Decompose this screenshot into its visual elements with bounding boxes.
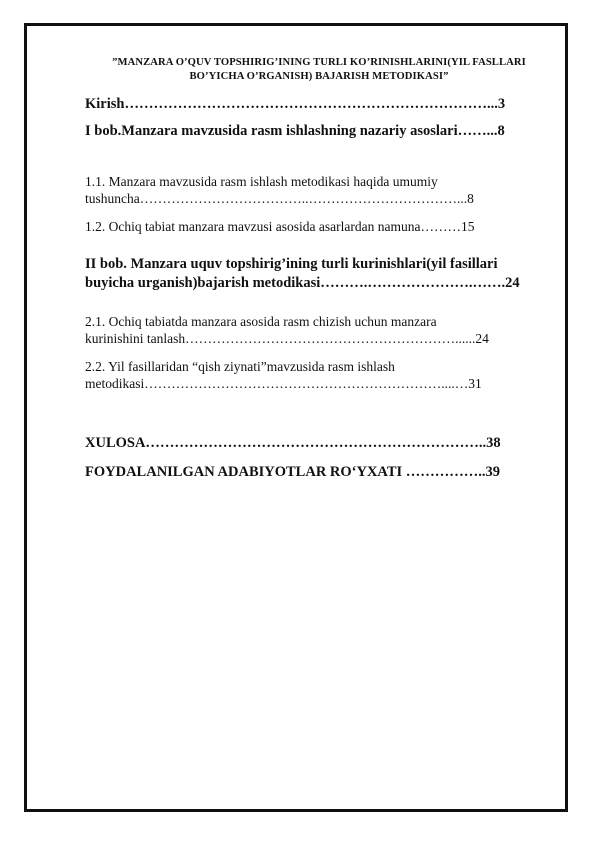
chapter-2-line-1: II bob. Manzara uquv topshirig’ining turli kurinishlari(yil fasillari <box>85 256 498 272</box>
page-border <box>24 23 568 812</box>
section-1-1-line-1: 1.1. Manzara mavzusida rasm ishlash metodikasi haqida umumiy <box>85 174 438 189</box>
document-title <box>84 56 554 84</box>
section-2-2-line-2: metodikasi…………………………………………………………....…31 <box>85 376 482 391</box>
section-2-1-line-1: 2.1. Ochiq tabiatda manzara asosida rasm chizish uchun manzara <box>85 314 437 329</box>
section-2-1-line-2: kurinishini tanlash……………………………………………………......24 <box>85 331 489 346</box>
toc-entry-xulosa: XULOSA……………………………………………………………..38 <box>85 435 501 451</box>
toc-entry-chapter-1: I bob.Manzara mavzusida rasm ishlashning nazariy asoslari……...8 <box>85 123 505 139</box>
toc-entry-section-2-2 <box>85 358 548 392</box>
toc-entry-section-1-2: 1.2. Ochiq tabiat manzara mavzusi asosida asarlardan namuna………15 <box>85 219 475 234</box>
chapter-2-line-2: buyicha urganish)bajarish metodikasi……….………………….…….24 <box>85 275 520 291</box>
section-2-2-line-1: 2.2. Yil fasillaridan “qish ziynati”mavzusida rasm ishlash <box>85 359 395 374</box>
toc-entry-adabiyotlar: FOYDALANILGAN ADABIYOTLAR RO‘YXATI ……………..39 <box>85 464 501 480</box>
toc-entry-section-2-1 <box>85 313 548 347</box>
toc-entry-section-1-1 <box>85 173 548 207</box>
toc-entry-chapter-2 <box>85 255 548 293</box>
title-line-2: BO’YICHA O’RGANISH) BAJARISH METODIKASI” <box>189 71 449 82</box>
toc-entry-kirish: Kirish…………………………………………………………………...3 <box>85 96 506 112</box>
section-1-1-line-2: tushuncha………………………………..……………………………...8 <box>85 191 474 206</box>
title-line-1: ”MANZARA O’QUV TOPSHIRIG’INING TURLI KO’RINISHLARINI(YIL FASLLARI <box>112 57 526 68</box>
